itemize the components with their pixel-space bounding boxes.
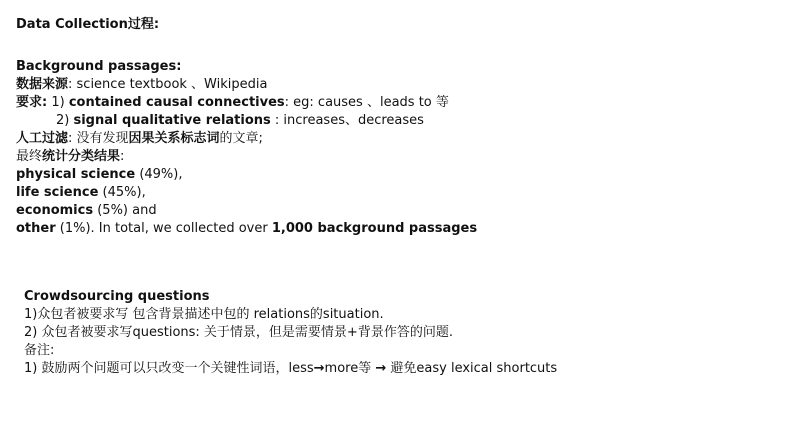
stat-value: (5%) and bbox=[93, 203, 157, 218]
requirement-line-2 bbox=[56, 112, 424, 130]
requirement-2-number: 2) bbox=[56, 113, 74, 128]
filter-bold: 因果关系标志词 bbox=[128, 131, 220, 146]
crowd-heading bbox=[24, 288, 210, 306]
requirement-1-number: 1) bbox=[47, 95, 69, 110]
filter-pre: : 没有发现 bbox=[68, 131, 129, 146]
page-title-text: Data Collection过程: bbox=[16, 17, 160, 32]
requirement-1-bold: contained causal connectives bbox=[68, 95, 285, 110]
source-label: 数据来源 bbox=[16, 77, 69, 92]
requirement-1-rest: : eg: causes 、leads to 等 bbox=[284, 95, 449, 110]
stat-life-science bbox=[16, 184, 146, 202]
crowd-line-3-post: 避免easy lexical shortcuts bbox=[386, 361, 558, 376]
requirement-2-bold: signal qualitative relations bbox=[73, 113, 271, 128]
final-post: : bbox=[120, 149, 125, 164]
crowd-heading-text: Crowdsourcing questions bbox=[24, 289, 210, 304]
requirement-2-rest: : increases、decreases bbox=[270, 113, 424, 128]
crowd-note-text: 备注: bbox=[24, 343, 55, 358]
stat-physical-science bbox=[16, 166, 183, 184]
stat-label: physical science bbox=[16, 167, 136, 182]
source-line bbox=[16, 76, 267, 94]
crowd-line-3-pre: 1) 鼓励两个问题可以只改变一个关键性词语，less bbox=[24, 361, 314, 376]
background-heading-text: Background passages: bbox=[16, 59, 182, 74]
final-line bbox=[16, 148, 124, 166]
crowd-line-3 bbox=[24, 360, 557, 378]
stat-value: (45%), bbox=[98, 185, 146, 200]
background-heading bbox=[16, 58, 181, 76]
stat-other bbox=[16, 220, 477, 238]
source-text: : science textbook 、Wikipedia bbox=[68, 77, 268, 92]
final-pre: 最终 bbox=[16, 149, 43, 164]
crowd-line-2-text: 2) 众包者被要求写questions: 关于情景，但是需要情景+背景作答的问题. bbox=[24, 325, 453, 340]
filter-post: 的文章; bbox=[219, 131, 263, 146]
stat-value: (1%). In total, we collected over bbox=[55, 221, 272, 236]
stat-value: (49%), bbox=[135, 167, 183, 182]
stat-label: life science bbox=[16, 185, 99, 200]
stat-economics bbox=[16, 202, 157, 220]
stat-label: economics bbox=[16, 203, 94, 218]
crowd-note bbox=[24, 342, 54, 360]
arrow-right-icon: → bbox=[375, 361, 387, 376]
final-bold: 统计分类结果 bbox=[42, 149, 121, 164]
crowd-line-3-mid: more等 bbox=[324, 361, 376, 376]
stat-label: other bbox=[16, 221, 56, 236]
filter-line bbox=[16, 130, 263, 148]
crowd-line-1 bbox=[24, 306, 384, 324]
filter-label: 人工过滤 bbox=[16, 131, 69, 146]
page-title bbox=[16, 16, 159, 34]
crowd-line-2 bbox=[24, 324, 453, 342]
total-bold: 1,000 background passages bbox=[271, 221, 478, 236]
crowd-line-1-text: 1)众包者被要求写 包含背景描述中包的 relations的situation. bbox=[24, 307, 384, 322]
requirement-label: 要求: bbox=[16, 95, 48, 110]
arrow-right-icon: → bbox=[313, 361, 325, 376]
requirement-line-1 bbox=[16, 94, 449, 112]
